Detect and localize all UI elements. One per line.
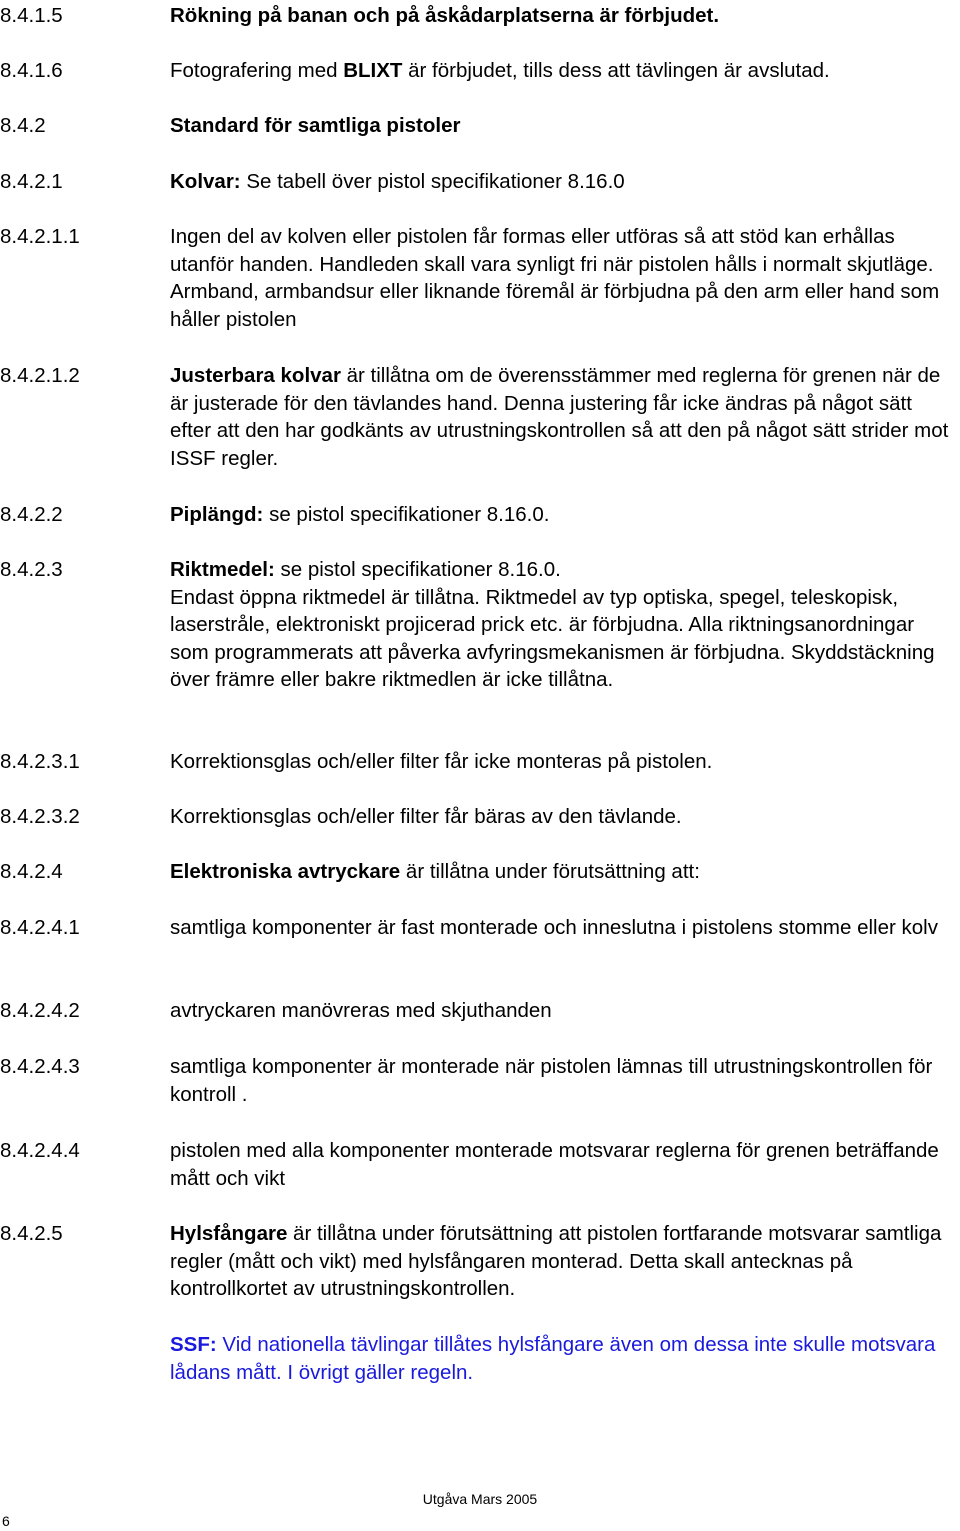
text-run: samtliga komponenter är fast monterade och inneslutna i pistolens stomme eller kolv	[170, 916, 938, 939]
section-text	[170, 2, 955, 30]
section-number: 8.4.1.5	[0, 4, 63, 27]
section-number: 8.4.2.3	[0, 558, 63, 581]
section-number: 8.4.2.1	[0, 170, 63, 193]
bold-term: Riktmedel:	[170, 558, 275, 581]
text-run: se pistol specifikationer 8.16.0.	[274, 558, 561, 581]
text-run: samtliga komponenter är monterade när pistolen lämnas till utrustningskontrollen för kontroll .	[170, 1055, 933, 1106]
section-number: 8.4.2.5	[0, 1222, 63, 1245]
section-number: 8.4.2.3.1	[0, 750, 80, 773]
bold-term: Rökning på banan och på åskådarplatserna är förbjudet.	[170, 4, 720, 27]
section-text	[170, 223, 955, 333]
section-number: 8.4.2.1.2	[0, 364, 80, 387]
section-text	[170, 556, 955, 694]
section-text	[170, 362, 955, 472]
bold-term: Justerbara kolvar	[170, 364, 341, 387]
section-text	[170, 1220, 955, 1303]
bold-term: Standard för samtliga pistoler	[170, 114, 461, 137]
section-text	[170, 1331, 955, 1386]
text-run: Fotografering med	[170, 59, 344, 82]
section-number: 8.4.2.1.1	[0, 225, 80, 248]
section-text	[170, 858, 955, 886]
text-run: Se tabell över pistol specifikationer 8.16.0	[240, 170, 625, 193]
section-number: 8.4.2.4.3	[0, 1055, 80, 1078]
text-run: är tillåtna under förutsättning att:	[400, 860, 700, 883]
section-text	[170, 997, 955, 1025]
text-run: se pistol specifikationer 8.16.0.	[263, 503, 550, 526]
text-run: är tillåtna under förutsättning att pistolen fortfarande motsvarar samtliga regler (mått och vikt) med hylsfångaren monterad. Detta skall antecknas på kontrollkortet av utrustningskontrollen.	[170, 1222, 942, 1301]
text-run: Korrektionsglas och/eller filter får bäras av den tävlande.	[170, 805, 682, 828]
bold-term: BLIXT	[343, 59, 403, 82]
section-text	[170, 112, 955, 140]
section-text	[170, 168, 955, 196]
section-text	[170, 501, 955, 529]
section-text	[170, 914, 955, 942]
section-text	[170, 803, 955, 831]
section-number: 8.4.2.4.2	[0, 999, 80, 1022]
section-text	[170, 1137, 955, 1192]
text-run: Endast öppna riktmedel är tillåtna. Riktmedel av typ optiska, spegel, teleskopisk, laserstråle, elektroniskt projicerad prick etc. är förbjudna. Alla riktningsanordningar som programmerats att påverka avfyringsmekanismen är förbjudna. Skyddstäckning över främre eller bakre riktmedlen är icke tillåtna.	[170, 585, 935, 692]
ssf-note: Vid nationella tävlingar tillåtes hylsfångare även om dessa inte skulle motsvara lådans mått. I övrigt gäller regeln.	[170, 1333, 936, 1384]
ssf-label: SSF:	[170, 1333, 217, 1356]
section-number: 8.4.2	[0, 114, 46, 137]
section-number: 8.4.2.4.4	[0, 1139, 80, 1162]
page-number: 6	[2, 1513, 10, 1529]
text-run: avtryckaren manövreras med skjuthanden	[170, 999, 552, 1022]
section-text	[170, 1053, 955, 1108]
text-run: pistolen med alla komponenter monterade motsvarar reglerna för grenen beträffande mått och vikt	[170, 1139, 939, 1190]
bold-term: Kolvar:	[170, 170, 241, 193]
section-text	[170, 748, 955, 776]
bold-term: Hylsfångare	[170, 1222, 288, 1245]
section-number: 8.4.1.6	[0, 59, 63, 82]
text-run: Ingen del av kolven eller pistolen får formas eller utföras så att stöd kan erhållas utanför handen. Handleden skall vara synligt fri när pistolen hålls i normalt skjutläge. Armband, armbandsur eller liknande föremål är förbjudna på den arm eller hand som håller pistolen	[170, 225, 940, 331]
text-run: är tillåtna om de överensstämmer med reglerna för grenen när de är justerade för den tävlandes hand. Denna justering får icke ändras på något sätt efter att den har godkänts av utrustningskontrollen så att den på något sätt strider mot ISSF regler.	[170, 364, 949, 470]
section-number: 8.4.2.4	[0, 860, 63, 883]
text-run: Korrektionsglas och/eller filter får icke monteras på pistolen.	[170, 750, 713, 773]
text-run: är förbjudet, tills dess att tävlingen är avslutad.	[402, 59, 830, 82]
bold-term: Elektroniska avtryckare	[170, 860, 401, 883]
section-text	[170, 57, 955, 85]
section-number: 8.4.2.3.2	[0, 805, 80, 828]
bold-term: Piplängd:	[170, 503, 264, 526]
footer-edition: Utgåva Mars 2005	[422, 1491, 538, 1507]
section-number: 8.4.2.2	[0, 503, 63, 526]
section-number: 8.4.2.4.1	[0, 916, 80, 939]
